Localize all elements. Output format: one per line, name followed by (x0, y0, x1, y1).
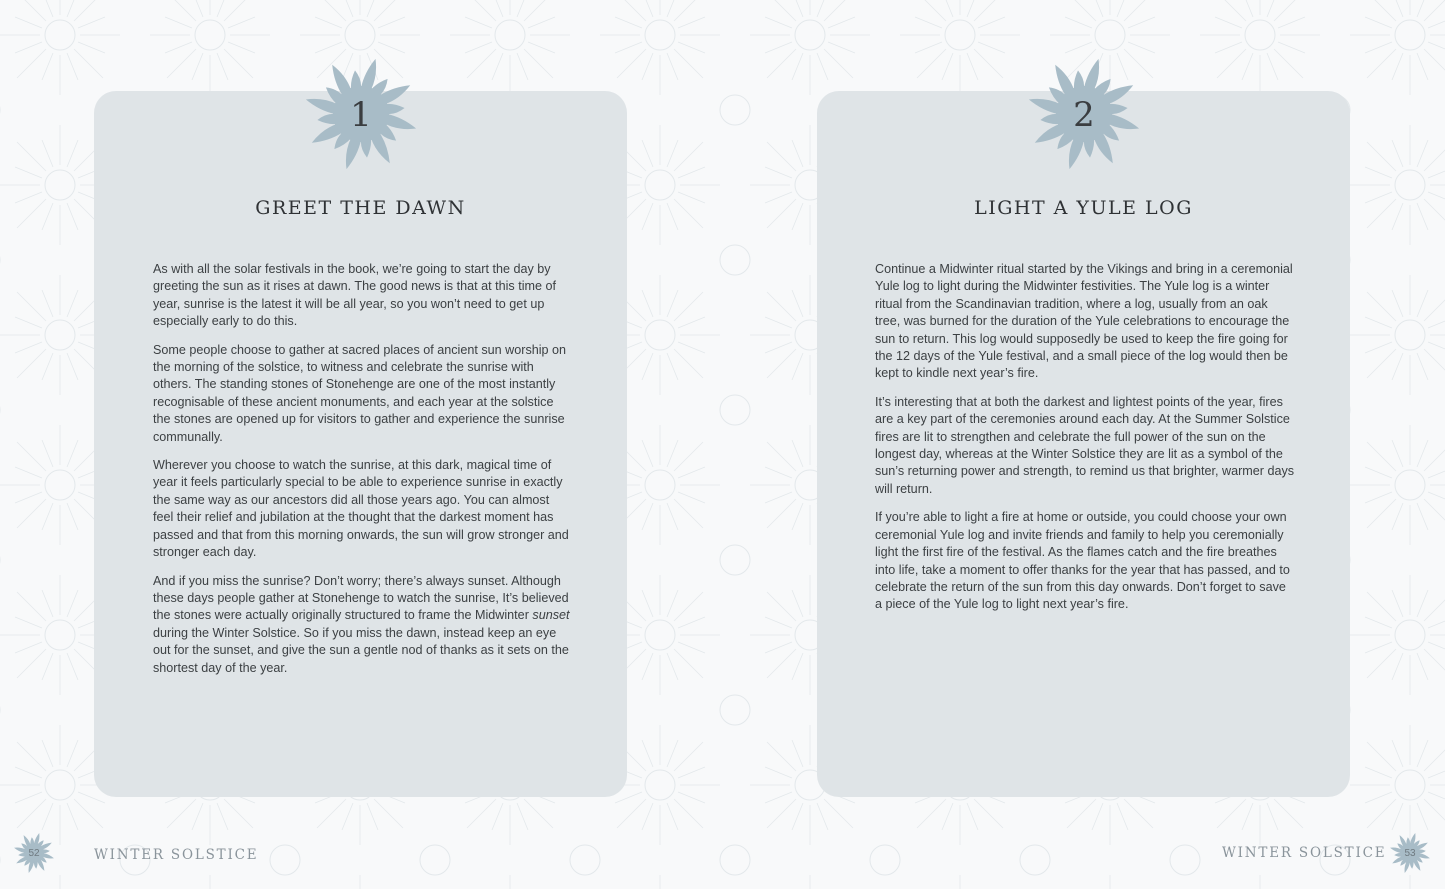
page-number-sun-icon (13, 832, 55, 874)
paragraph: Some people choose to gather at sacred places of ancient sun worship on the morning of the solstice, to witness and celebrate the sunrise with others. The standing stones of Stonehenge are one of the most instantly recognisable of these ancient monuments, and each year at the solstice the stones are opened up for visitors to gather and experience the sunrise communally. (153, 342, 567, 444)
page-number-sun-icon (1389, 832, 1431, 874)
step-number: 1 (350, 95, 372, 135)
running-footer: WINTER SOLSTICE (1222, 845, 1387, 861)
paragraph: Wherever you choose to watch the sunrise, at this dark, magical time of year it feels particularly special to be able to experience sunrise in exactly the same way as our ancestors did all those years ago. You can almost feel their relief and jubilation at the thought that the darkest moment has passed and that from this morning onwards, the sun will grow stronger and stronger each day. (153, 458, 569, 560)
page-title: GREET THE DAWN (255, 197, 466, 219)
sun-icon (303, 56, 419, 172)
right-page-card (817, 91, 1350, 797)
left-page-card (94, 91, 627, 797)
paragraph: Continue a Midwinter ritual started by the Vikings and bring in a ceremonial Yule log to light during the Midwinter festivities. The Yule log is a winter ritual from the Scandinavian tradition, where a log, usually from an oak tree, was burned for the duration of the Yule celebrations to encourage the sun to return. This log would supposedly be used to keep the fire going for the 12 days of the Yule festival, and a small piece of the log would then be kept to kindle next year’s fire. (875, 262, 1293, 381)
paragraph: It’s interesting that at both the darkest and lightest points of the year, fires are a key part of the ceremonies around each day. At the Summer Solstice fires are lit to strengthen and celebrate the full power of the sun on the longest day, whereas at the Winter Solstice they are lit as a symbol of the sun’s returning power and strength, to remind us that brighter, warmer days will return. (875, 394, 1295, 496)
paragraph: And if you miss the sunrise? Don’t worry; there’s always sunset. Although these days people gather at Stonehenge to watch the sunrise, It’s believed the stones were actually originally structured to frame the Midwinter sunset during the Winter Solstice. So if you miss the dawn, instead keep an eye out for the sunset, and give the sun a gentle nod of thanks as it sets on the shortest day of the year. (153, 573, 570, 675)
page-number: 52 (28, 847, 40, 859)
left-body-text (153, 261, 573, 688)
sun-icon (1026, 56, 1142, 172)
italic-word: sunset (532, 608, 570, 623)
paragraph: As with all the solar festivals in the book, we’re going to start the day by greeting the sun as it rises at dawn. The good news is that at this time of year, sunrise is the latest it will be all year, so you won’t need to get up especially early to do this. (153, 262, 556, 329)
right-body-text (875, 261, 1295, 625)
paragraph: If you’re able to light a fire at home or outside, you could choose your own ceremonial Yule log and invite friends and family to help you ceremonially light the first fire of the festival. As the flames catch and the fire breathes into life, take a moment to offer thanks for the year that has passed, and to celebrate the return of the sun from this day onwards. Don’t forget to save a piece of the Yule log to light next year’s fire. (875, 510, 1290, 612)
running-footer: WINTER SOLSTICE (94, 847, 259, 863)
page-title: LIGHT A YULE LOG (974, 197, 1193, 219)
step-number: 2 (1073, 95, 1095, 135)
page-number: 53 (1404, 847, 1416, 859)
